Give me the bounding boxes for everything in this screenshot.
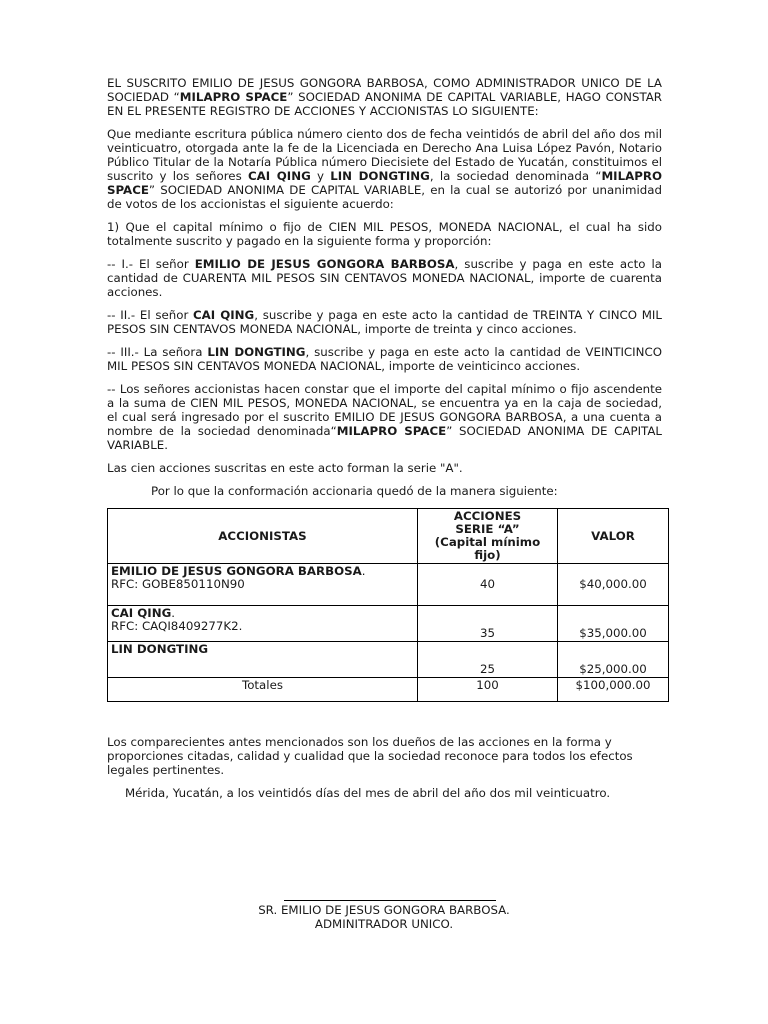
value-cell: $40,000.00: [558, 564, 669, 606]
company-name: MILAPRO SPACE: [107, 169, 662, 197]
subscription-lead: -- II.- El señor: [107, 308, 194, 322]
owners-paragraph: Los comparecientes antes mencionados son los dueños de las acciones en la forma y proporciones citadas, calidad y cualidad que la sociedad reconoce para todos los efectos legales pertinentes.: [107, 735, 633, 777]
shareholder-name: CAI QING: [193, 308, 255, 322]
table-row: [108, 564, 669, 606]
header-shares-line: fijo): [474, 548, 501, 562]
agreement-paragraph: 1) Que el capital mínimo o fijo de CIEN MIL PESOS, MONEDA NACIONAL, el cual ha sido totalmente suscrito y pagado en la siguiente forma y proporción:: [107, 220, 662, 248]
totals-label: Totales: [108, 678, 418, 702]
value-cell: $35,000.00: [558, 606, 669, 642]
shareholder-name: LIN DONGTING: [207, 345, 306, 359]
header-shares-line: SERIE “A”: [455, 522, 520, 536]
header-shares: [418, 509, 558, 564]
deed-text-join: y: [310, 169, 331, 183]
name-suffix: .: [361, 564, 366, 578]
subscription-i: [107, 257, 662, 299]
table-row: [108, 642, 669, 678]
signer-name: SR. EMILIO DE JESUS GONGORA BARBOSA.: [258, 903, 510, 917]
shareholder-cell: [108, 606, 418, 642]
company-name: MILAPRO SPACE: [336, 424, 447, 438]
totals-shares: 100: [418, 678, 558, 702]
deed-text: Que mediante escritura pública número ciento dos de fecha veintidós de abril del año dos mil veinticuatro, otorgada ante la fe de la Licenciada en Derecho Ana Luisa López Pavón, Notario Público Titular de la Notaría Pública número Diecisiete del Estado de Yucatán, constituimos el suscrito y los señores: [107, 127, 662, 183]
subscription-lead: -- I.- El señor: [107, 257, 195, 271]
totals-row: [108, 678, 669, 702]
rfc-text: RFC: GOBE850110N90: [111, 577, 245, 591]
totals-value: $100,000.00: [558, 678, 669, 702]
header-value: VALOR: [558, 509, 669, 564]
table-row: [108, 606, 669, 642]
subscription-ii: [107, 308, 662, 336]
shareholder-cell: [108, 642, 418, 678]
shareholders-table: [107, 508, 669, 702]
signature-line: [284, 900, 496, 901]
subscription-iii: [107, 345, 662, 373]
header-shares-line: ACCIONES: [453, 509, 522, 523]
signature-block: [0, 900, 768, 931]
deed-paragraph: [107, 127, 662, 211]
shares-cell: 35: [418, 606, 558, 642]
capital-text-end: ” SOCIEDAD ANONIMA DE CAPITAL VARIABLE.: [107, 424, 662, 452]
table-intro: Por lo que la conformación accionaria quedó de la manera siguiente:: [151, 484, 558, 498]
date-place-line: Mérida, Yucatán, a los veintidós días del mes de abril del año dos mil veinticuatro.: [125, 786, 611, 800]
subscription-text: , suscribe y paga en este acto la cantidad de VEINTICINCO MIL PESOS SIN CENTAVOS MONEDA NACIONAL, importe de veinticinco acciones.: [107, 345, 662, 373]
header-shares-line: (Capital mínimo: [434, 535, 541, 549]
name-suffix: .: [171, 606, 176, 620]
table-header-row: [108, 509, 669, 564]
shareholder-name: LIN DONGTING: [330, 169, 430, 183]
value-cell: $25,000.00: [558, 642, 669, 678]
series-paragraph: Las cien acciones suscritas en este acto forman la serie "A".: [107, 461, 463, 475]
rfc-text: RFC: CAQI8409277K2.: [111, 619, 243, 633]
capital-text: -- Los señores accionistas hacen constar que el importe del capital mínimo o fijo ascendente a la suma de CIEN MIL PESOS, MONEDA NACIONAL, se encuentra ya en la caja de sociedad, el cual será ingresado por el suscrito EMILIO DE JESUS GONGORA BARBOSA, a una cuenta a nombre de la sociedad denominada“: [107, 382, 662, 438]
subscription-text: , suscribe y paga en este acto la cantidad de TREINTA Y CINCO MIL PESOS SIN CENTAVOS MONEDA NACIONAL, importe de treinta y cinco acciones.: [107, 308, 662, 336]
capital-paragraph: [107, 382, 662, 452]
intro-text-end: ” SOCIEDAD ANONIMA DE CAPITAL VARIABLE, HAGO CONSTAR EN EL PRESENTE REGISTRO DE ACCIONES Y ACCIONISTAS LO SIGUIENTE:: [107, 90, 662, 118]
intro-text: EL SUSCRITO EMILIO DE JESUS GONGORA BARBOSA, COMO ADMINISTRADOR UNICO DE LA SOCIEDAD “: [107, 76, 662, 104]
shares-cell: 25: [418, 642, 558, 678]
shareholder-name: CAI QING: [111, 606, 172, 620]
signer-title: ADMINITRADOR UNICO.: [314, 917, 454, 931]
document-body: [107, 76, 662, 809]
shareholder-name: LIN DONGTING: [111, 642, 209, 656]
intro-paragraph: [107, 76, 662, 118]
deed-text-end: ” SOCIEDAD ANONIMA DE CAPITAL VARIABLE, en la cual se autorizó por unanimidad de votos de los accionistas el siguiente acuerdo:: [107, 183, 662, 211]
company-name: MILAPRO SPACE: [179, 90, 288, 104]
subscription-text: , suscribe y paga en este acto la cantidad de CUARENTA MIL PESOS SIN CENTAVOS MONEDA NACIONAL, importe de cuarenta acciones.: [107, 257, 662, 299]
shareholder-name: EMILIO DE JESUS GONGORA BARBOSA: [111, 564, 362, 578]
subscription-lead: -- III.- La señora: [107, 345, 208, 359]
shareholder-name: EMILIO DE JESUS GONGORA BARBOSA: [194, 257, 455, 271]
deed-text-mid: , la sociedad denominada “: [429, 169, 602, 183]
shares-cell: 40: [418, 564, 558, 606]
shareholder-name: CAI QING: [247, 169, 311, 183]
shareholder-cell: [108, 564, 418, 606]
header-shareholders: ACCIONISTAS: [108, 509, 418, 564]
